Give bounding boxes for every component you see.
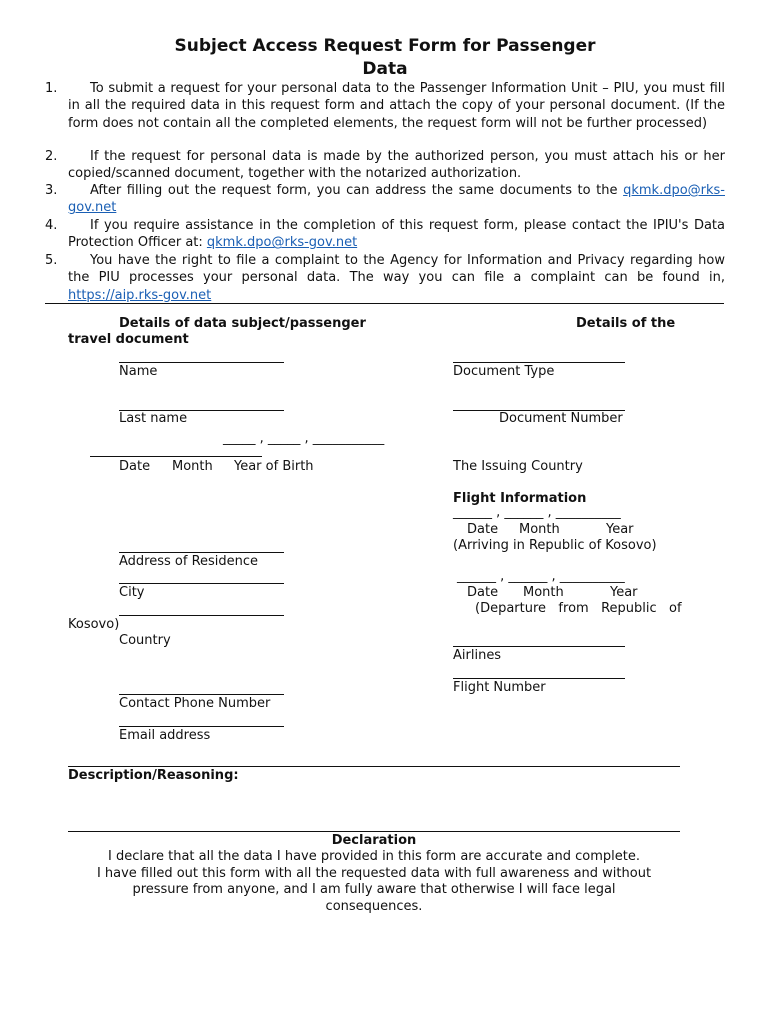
instruction-text: To submit a request for your personal data to the Passenger Information Unit – PIU, you must fill in all the required data in this request form and attach the copy of your personal document. (If the form does not contain all the completed elements, the request form will not be further processed) (68, 81, 725, 131)
dob-month-label: Month (172, 459, 213, 474)
instruction-2 (45, 148, 725, 183)
instruction-5 (45, 252, 725, 304)
arrival-year-label: Year (606, 522, 634, 537)
declaration-text: I declare that all the data I have provided in this form are accurate and complete. (108, 849, 640, 864)
country-field[interactable] (119, 615, 284, 616)
instruction-number: 1. (45, 81, 58, 96)
address-field[interactable] (119, 552, 284, 553)
city-field[interactable] (119, 583, 284, 584)
form-title-cont: Data (362, 59, 408, 79)
instruction-text: If the request for personal data is made by the authorized person, you must attach his or her copied/scanned document, together with the notarized authorization. (68, 149, 725, 182)
departure-date-blank[interactable]: ______ , ______ , __________ (457, 569, 625, 584)
declaration-heading: Declaration (331, 833, 417, 848)
travel-document-heading: Details of the (576, 316, 676, 331)
name-field[interactable] (119, 362, 284, 363)
description-divider (68, 766, 680, 767)
declaration-text: I have filled out this form with all the requested data with full awareness and without (96, 866, 652, 881)
departure-year-label: Year (610, 585, 638, 600)
country-label: Country (119, 633, 171, 648)
section-divider (45, 303, 724, 304)
instruction-text: After filling out the request form, you can address the same documents to the qkmk.dpo@rks-gov.net (68, 183, 725, 216)
dob-date-label: Date (119, 459, 151, 474)
instruction-4 (45, 217, 725, 252)
flight-information-heading: Flight Information (453, 491, 587, 506)
flight-number-field[interactable] (453, 678, 625, 679)
airlines-label: Airlines (453, 648, 502, 663)
email-label: Email address (119, 728, 211, 743)
dpo-email-link[interactable]: qkmk.dpo@rks-gov.net (206, 235, 358, 251)
city-label: City (119, 585, 145, 600)
dob-year-label: Year of Birth (234, 459, 314, 474)
description-label: Description/Reasoning: (68, 768, 239, 783)
departure-note-cont: Kosovo) (68, 617, 120, 632)
airlines-field[interactable] (453, 646, 625, 647)
arrival-month-label: Month (519, 522, 560, 537)
name-label: Name (119, 364, 158, 379)
departure-note: (Departure from Republic of (475, 601, 682, 616)
phone-label: Contact Phone Number (119, 696, 271, 711)
flight-number-label: Flight Number (453, 680, 546, 695)
instruction-number: 3. (45, 183, 58, 198)
address-label: Address of Residence (119, 554, 259, 569)
document-type-label: Document Type (453, 364, 555, 379)
instruction-text: If you require assistance in the completion of this request form, please contact the IPIU's Data Protection Officer at: qkmk.dpo@rks-gov.net (68, 218, 725, 251)
form-title: Subject Access Request Form for Passenger (174, 36, 596, 56)
arrival-date-blank[interactable]: ______ , ______ , __________ (453, 505, 621, 520)
instruction-1 (45, 80, 725, 132)
document-type-field[interactable] (453, 362, 625, 363)
email-field[interactable] (119, 726, 284, 727)
instruction-3 (45, 182, 725, 217)
declaration-text: pressure from anyone, and I am fully aware that otherwise I will face legal (132, 882, 616, 897)
dpo-email-link[interactable]: qkmk.dpo@rks-gov.net (68, 183, 725, 216)
dob-blank[interactable]: _____ , _____ , ___________ (223, 431, 385, 446)
issuing-country-label: The Issuing Country (453, 459, 583, 474)
instruction-number: 5. (45, 253, 58, 268)
instruction-text: You have the right to file a complaint to the Agency for Information and Privacy regarding how the PIU processes your personal data. The way you can file a complaint can be found in, https://aip.rks-gov.net (68, 253, 725, 303)
instruction-number: 4. (45, 218, 58, 233)
arrival-date-label: Date (467, 522, 499, 537)
arrival-note: (Arriving in Republic of Kosovo) (453, 538, 657, 553)
subject-details-heading: Details of data subject/passenger (119, 316, 366, 331)
departure-month-label: Month (523, 585, 564, 600)
phone-field[interactable] (119, 694, 284, 695)
travel-document-heading-cont: travel document (68, 332, 189, 347)
instruction-number: 2. (45, 149, 58, 164)
aip-website-link[interactable]: https://aip.rks-gov.net (68, 287, 212, 303)
last-name-label: Last name (119, 411, 188, 426)
departure-date-label: Date (467, 585, 499, 600)
dob-field[interactable] (90, 456, 262, 457)
declaration-text: consequences. (325, 899, 423, 914)
document-number-label: Document Number (499, 411, 623, 426)
description-field[interactable] (68, 788, 680, 830)
